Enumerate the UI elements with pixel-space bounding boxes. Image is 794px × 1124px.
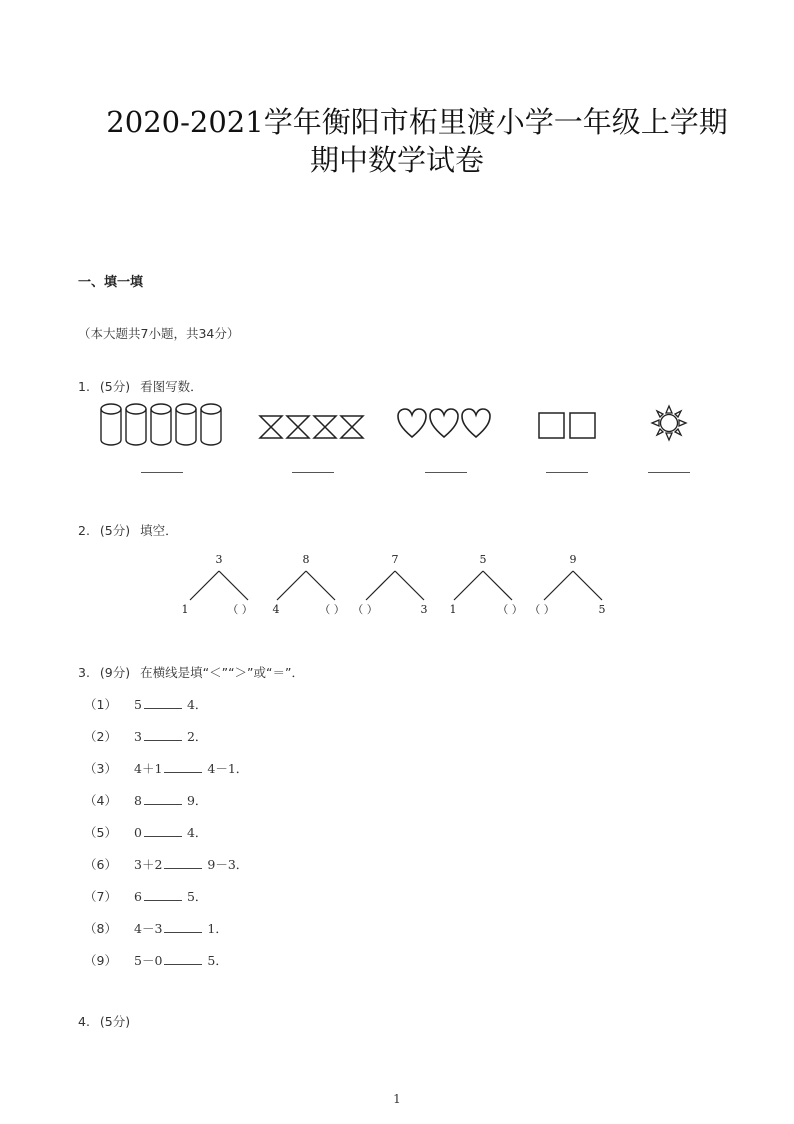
cylinder-icon (101, 404, 221, 445)
number-bond-trees (170, 548, 620, 628)
question-4-header (78, 1012, 130, 1030)
tree-right[interactable]: （ ） (227, 603, 253, 616)
question-score: (5分) (99, 1014, 131, 1029)
compare-item-6 (84, 855, 248, 873)
right-expression: 9－3． (207, 857, 249, 872)
answer-blank[interactable] (164, 858, 202, 869)
item-index: （8） (84, 921, 117, 936)
item-index: （1） (84, 697, 117, 712)
answer-blank[interactable] (164, 922, 202, 933)
question-2-header (78, 521, 178, 539)
left-expression: 8 (134, 793, 142, 808)
question-number: 2. (78, 523, 90, 538)
number-bond-5 (529, 553, 605, 616)
compare-item-1 (84, 695, 207, 713)
exam-title-line2: 期中数学试卷 (309, 143, 484, 177)
question-3-header (78, 663, 304, 681)
sun-icon (652, 406, 686, 440)
item-index: （3） (84, 761, 117, 776)
compare-item-9 (84, 951, 228, 969)
tree-left[interactable]: （ ） (529, 603, 555, 616)
number-bond-3 (352, 553, 427, 616)
number-bond-4 (450, 553, 523, 616)
left-expression: 4＋1 (134, 761, 163, 776)
square-icon (539, 413, 595, 438)
answer-blank[interactable] (144, 698, 182, 709)
item-index: （2） (84, 729, 117, 744)
number-bond-2 (273, 553, 345, 616)
answer-blank[interactable] (144, 890, 182, 901)
answer-blank-cylinders[interactable] (141, 472, 183, 473)
tree-right[interactable]: （ ） (319, 603, 345, 616)
tree-right: 3 (420, 603, 428, 616)
hearts-picture (396, 407, 496, 441)
left-expression: 6 (134, 889, 142, 904)
left-expression: 3＋2 (134, 857, 163, 872)
section-heading: 一、填一填 (78, 275, 144, 290)
tree-top: 3 (215, 553, 223, 566)
right-expression: 5． (207, 953, 228, 968)
compare-item-4 (84, 791, 207, 809)
left-expression: 5－0 (134, 953, 163, 968)
left-expression: 4－3 (134, 921, 163, 936)
right-expression: 9． (186, 793, 208, 808)
compare-item-2 (84, 727, 207, 745)
question-number: 1. (78, 379, 90, 394)
question-prompt: 看图写数． (140, 379, 203, 394)
right-expression: 2． (186, 729, 208, 744)
heart-icon (398, 409, 490, 437)
tree-top: 7 (391, 553, 399, 566)
section-note: （本大题共7小题，共34分） (78, 326, 240, 341)
right-expression: 4－1． (207, 761, 249, 776)
question-score: (9分) (99, 665, 131, 680)
sun-picture (650, 404, 688, 442)
answer-blank-squares[interactable] (546, 472, 588, 473)
question-1-header (78, 377, 203, 395)
item-index: （9） (84, 953, 117, 968)
hourglass-icon (260, 416, 363, 438)
answer-blank-hearts[interactable] (425, 472, 467, 473)
right-expression: 4． (186, 697, 208, 712)
tree-right: 5 (598, 603, 606, 616)
question-number: 4. (78, 1014, 90, 1029)
compare-item-3 (84, 759, 248, 777)
hourglass-picture (258, 413, 368, 441)
left-expression: 3 (134, 729, 142, 744)
page-number: 1 (393, 1092, 401, 1106)
item-index: （4） (84, 793, 117, 808)
tree-right[interactable]: （ ） (497, 603, 523, 616)
right-expression: 1． (207, 921, 228, 936)
right-expression: 4． (186, 825, 208, 840)
question-prompt: 在横线是填“＜”“＞”或“＝”． (140, 665, 304, 680)
compare-item-5 (84, 823, 207, 841)
answer-blank[interactable] (144, 730, 182, 741)
item-index: （7） (84, 889, 117, 904)
answer-blank-hourglasses[interactable] (292, 472, 334, 473)
question-score: (5分) (99, 523, 131, 538)
number-bond-1 (182, 553, 253, 616)
cylinders-picture (98, 402, 230, 448)
exam-title (0, 103, 794, 179)
tree-top: 5 (479, 553, 487, 566)
compare-item-7 (84, 887, 207, 905)
squares-picture (537, 411, 599, 441)
tree-top: 8 (302, 553, 310, 566)
question-number: 3. (78, 665, 90, 680)
question-prompt: 填空． (140, 523, 178, 538)
tree-left[interactable]: （ ） (352, 603, 378, 616)
right-expression: 5． (186, 889, 208, 904)
tree-left: 1 (449, 603, 457, 616)
exam-title-line1: 2020-2021学年衡阳市柘里渡小学一年级上学期 (106, 105, 728, 139)
tree-top: 9 (569, 553, 577, 566)
left-expression: 5 (134, 697, 142, 712)
answer-blank[interactable] (164, 954, 202, 965)
item-index: （5） (84, 825, 117, 840)
question-score: (5分) (99, 379, 131, 394)
left-expression: 0 (134, 825, 142, 840)
answer-blank[interactable] (164, 762, 202, 773)
tree-left: 1 (181, 603, 189, 616)
answer-blank[interactable] (144, 794, 182, 805)
item-index: （6） (84, 857, 117, 872)
answer-blank-sun[interactable] (648, 472, 690, 473)
compare-item-8 (84, 919, 228, 937)
tree-left: 4 (272, 603, 280, 616)
answer-blank[interactable] (144, 826, 182, 837)
